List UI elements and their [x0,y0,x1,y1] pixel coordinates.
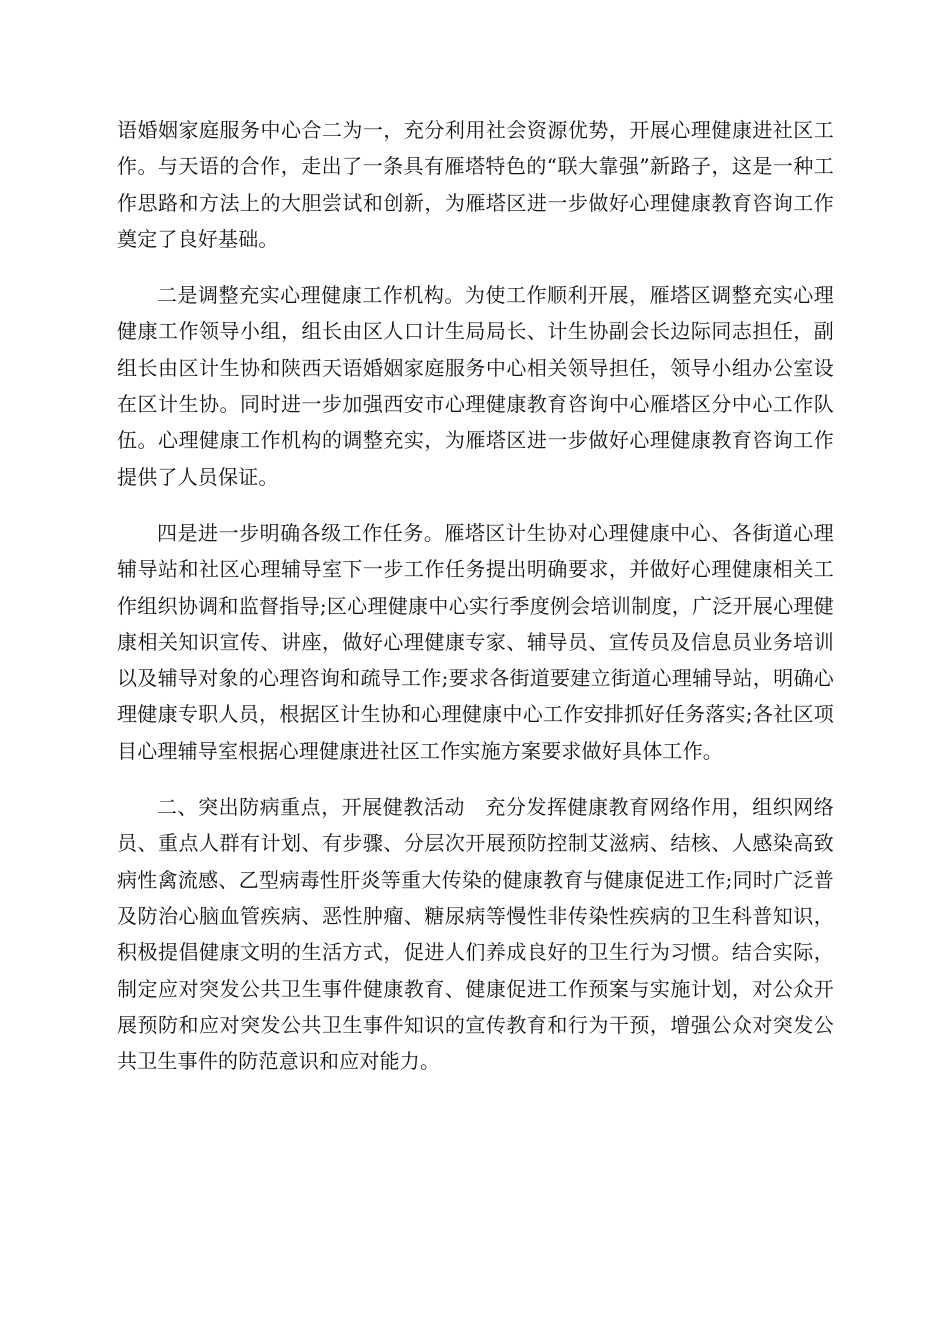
paragraph-adjust-organization: 二是调整充实心理健康工作机构。为使工作顺利开展，雁塔区调整充实心理健康工作领导小组，组长由区人口计生局局长、计生协副会长边际同志担任，副组长由区计生协和陕西天语婚姻家庭服务中心相关领导担任，领导小组办公室设在区计生协。同时进一步加强西安市心理健康教育咨询中心雁塔区分中心工作队伍。心理健康工作机构的调整充实，为雁塔区进一步做好心理健康教育咨询工作提供了人员保证。 [117,283,834,489]
paragraph-continuation: 语婚姻家庭服务中心合二为一，充分利用社会资源优势，开展心理健康进社区工作。与天语的合作，走出了一条具有雁塔特色的“联大靠强”新路子，这是一种工作思路和方法上的大胆尝试和创新，为雁塔区进一步做好心理健康教育咨询工作奠定了良好基础。 [117,118,834,251]
paragraph-disease-prevention: 二、突出防病重点，开展健教活动 充分发挥健康教育网络作用，组织网络员、重点人群有计划、有步骤、分层次开展预防控制艾滋病、结核、人感染高致病性禽流感、乙型病毒性肝炎等重大传染的健康教育与健康促进工作;同时广泛普及防治心脑血管疾病、恶性肿瘤、糖尿病等慢性非传染性疾病的卫生科普知识，积极提倡健康文明的生活方式，促进人们养成良好的卫生行为习惯。结合实际，制定应对突发公共卫生事件健康教育、健康促进工作预案与实施计划，对公众开展预防和应对突发公共卫生事件知识的宣传教育和行为干预，增强公众对突发公共卫生事件的防范意识和应对能力。 [117,795,834,1074]
paragraph-clarify-tasks: 四是进一步明确各级工作任务。雁塔区计生协对心理健康中心、各街道心理辅导站和社区心理辅导室下一步工作任务提出明确要求，并做好心理健康相关工作组织协调和监督指导;区心理健康中心实行季度例会培训制度，广泛开展心理健康相关知识宣传、讲座，做好心理健康专家、辅导员、宣传员及信息员业务培训以及辅导对象的心理咨询和疏导工作;要求各街道要建立街道心理辅导站，明确心理健康专职人员，根据区计生协和心理健康中心工作安排抓好任务落实;各社区项目心理辅导室根据心理健康进社区工作实施方案要求做好具体工作。 [117,520,834,763]
document-page [117,112,834,1079]
